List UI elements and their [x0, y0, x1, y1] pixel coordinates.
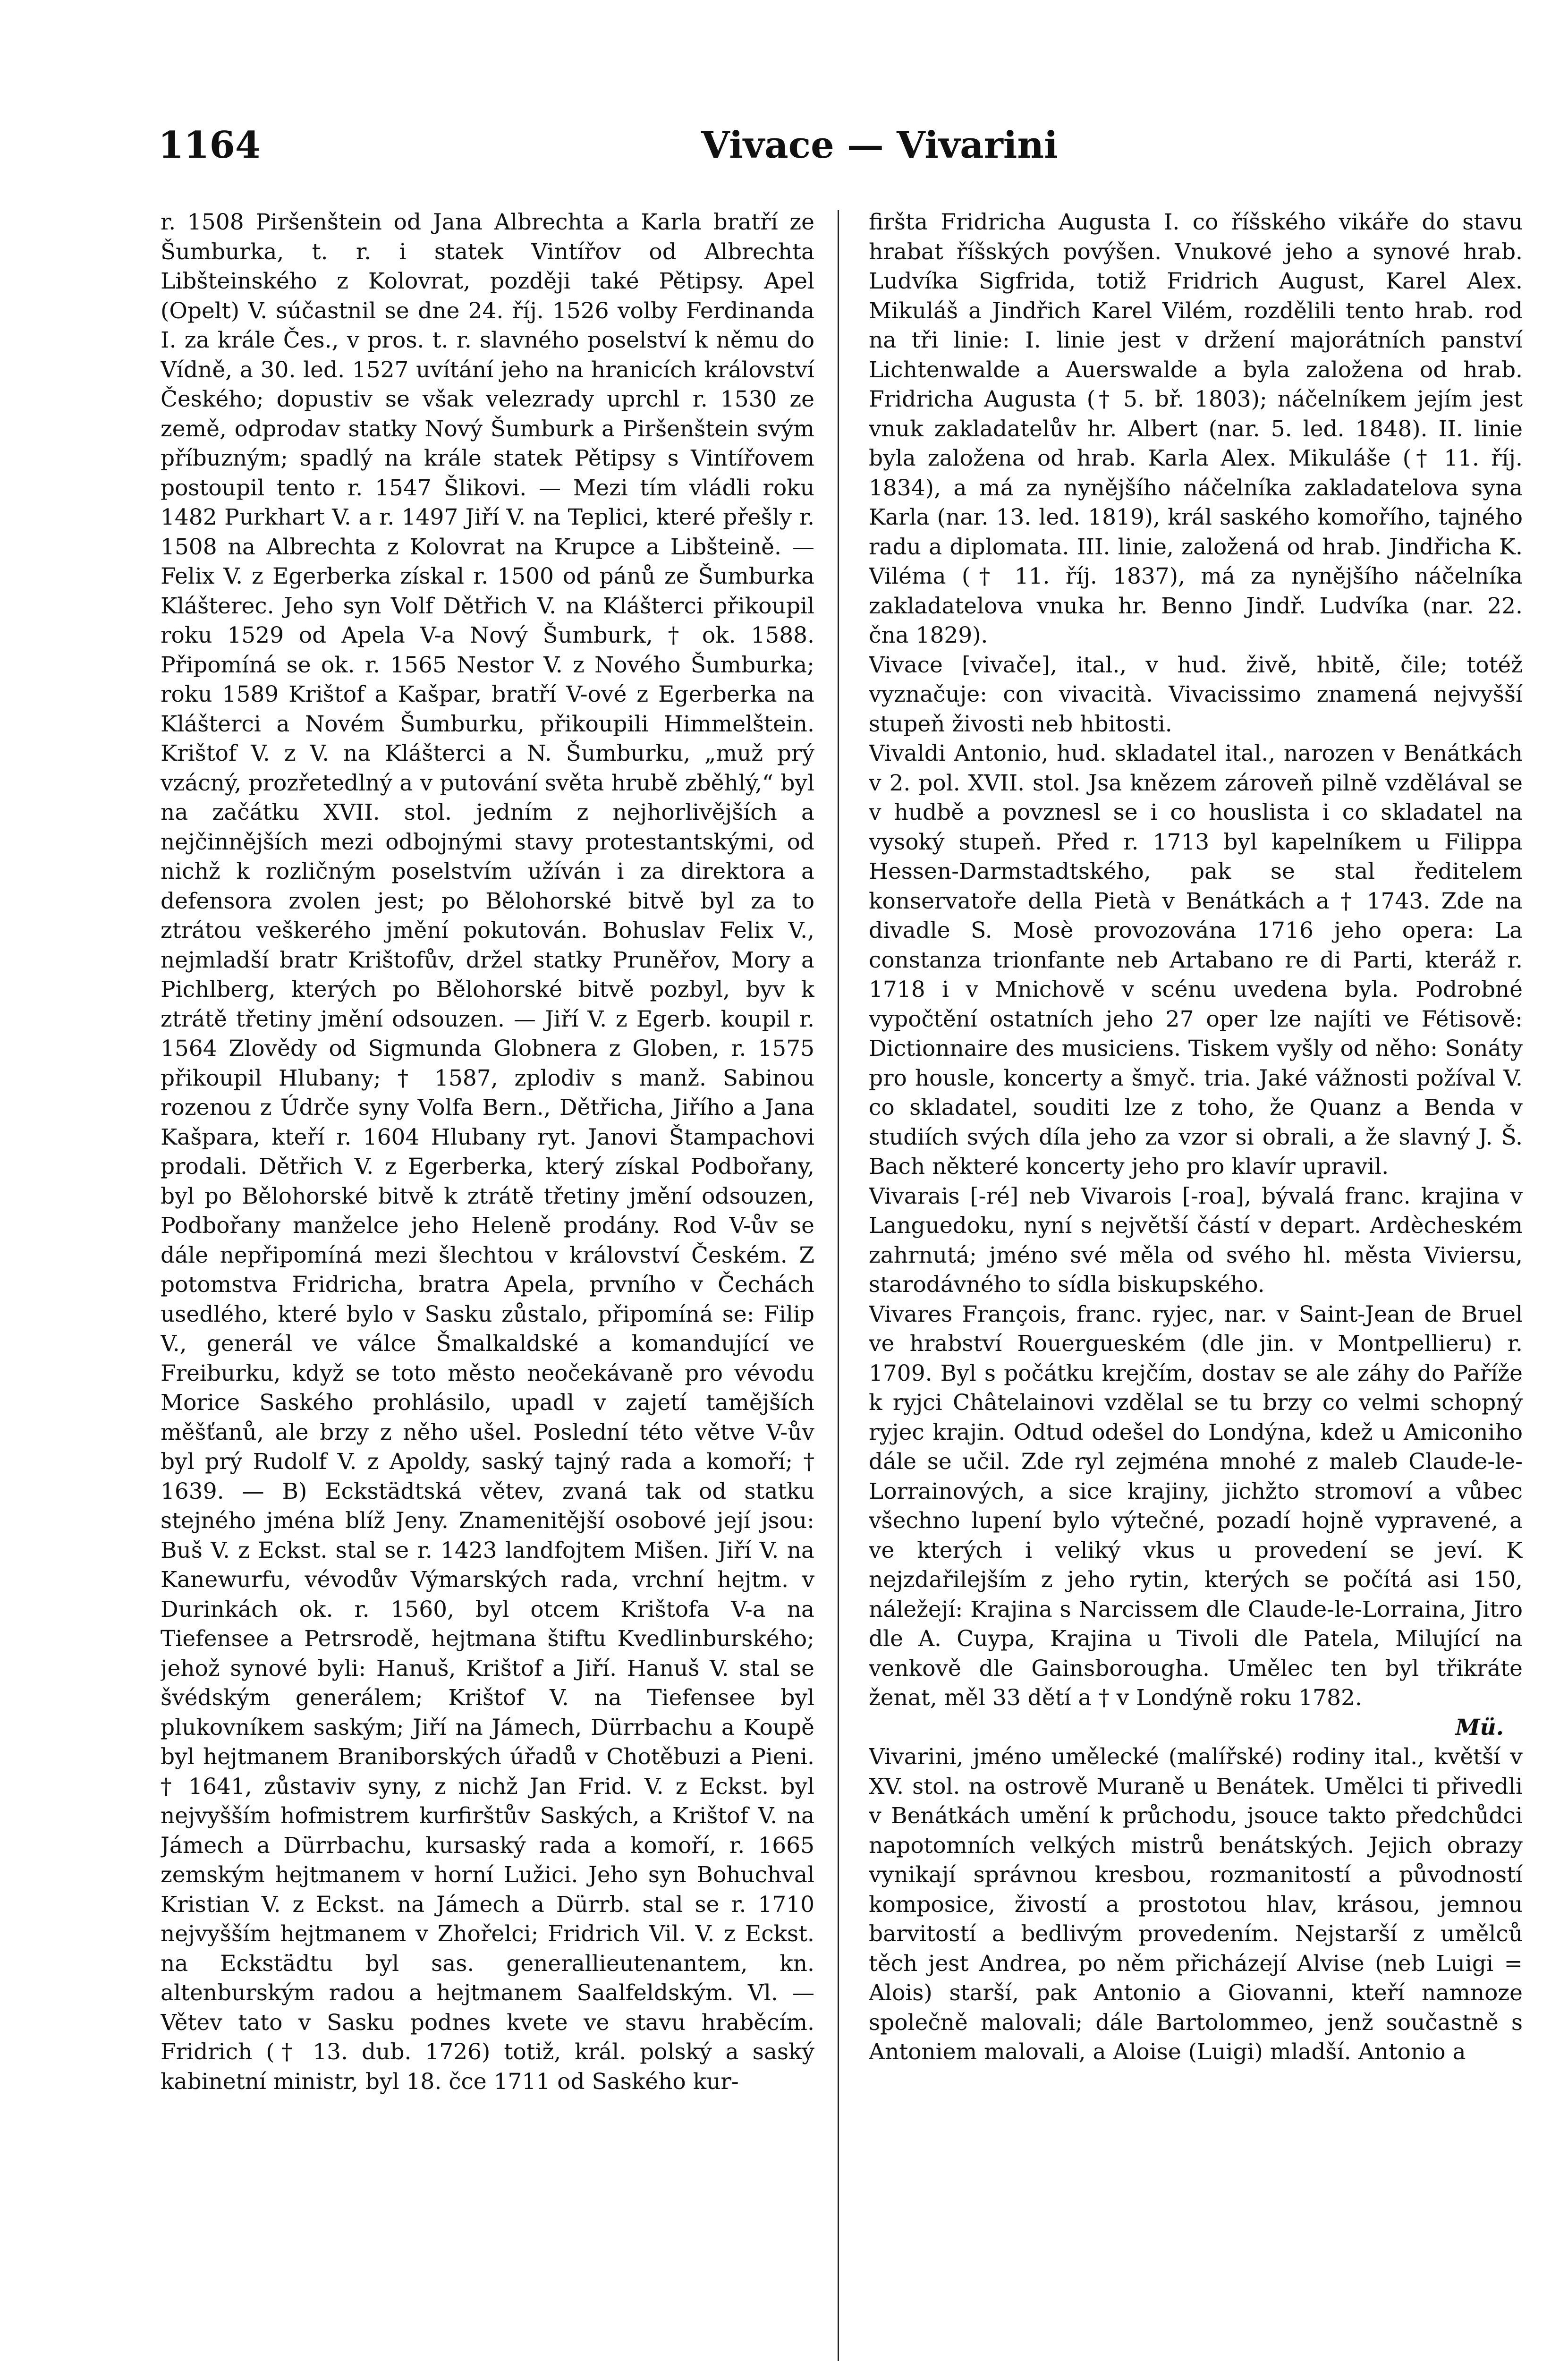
entry-vivace: Vivace [vivače], ital., v hud. živě, hbitě, čile; totéž vyznačuje: con vivacità. Vivacissimo znamená nejvyšší stupeň živosti neb hbitosti.	[869, 652, 1523, 737]
page-header	[158, 124, 1497, 171]
entry-vivarais: Vivarais [-ré] neb Vivarois [-roa], bývalá franc. krajina v Languedoku, nyní s největší částí v depart. Ardècheském zahrnutá; jméno své měla od svého hl. města Viviersu, starodávného to sídla biskupského.	[869, 1183, 1523, 1298]
right-column	[869, 208, 1523, 2361]
entry-continuation: r. 1508 Piršenštein od Jana Albrechta a Karla bratří ze Šumburka, t. r. i statek Vintířov od Albrechta Libšteinského z Kolovrat, později také Pětipsy. Apel (Opelt) V. súčastnil se dne 24. říj. 1526 volby Ferdinanda I. za krále Čes., v pros. t. r. slavného poselství k němu do Vídně, a 30. led. 1527 uvítání jeho na hranicích království Českého; dopustiv se však velezrady uprchl r. 1530 ze země, odprodav statky Nový Šumburk a Piršenštein svým příbuzným; spadlý na krále statek Pětipsy s Vintířovem postoupil tento r. 1547 Šlikovi. — Mezi tím vládli roku 1482 Purkhart V. a r. 1497 Jiří V. na Teplici, které přešly r. 1508 na Albrechta z Kolovrat na Krupce a Libšteině. — Felix V. z Egerberka získal r. 1500 od pánů ze Šumburka Klášterec. Jeho syn Volf Dětřich V. na Klášterci přikoupil roku 1529 od Apela V-a Nový Šumburk, † ok. 1588. Připomíná se ok. r. 1565 Nestor V. z Nového Šumburka; roku 1589 Krištof a Kašpar, bratří V-ové z Egerberka na Klášterci a Novém Šumburku, přikoupili Himmelštein. Krištof V. z V. na Klášterci a N. Šumburku, „muž prý vzácný, prozřetedlný a v putování světa hrubě zběhlý,“ byl na začátku XVII. stol. jedním z nejhorlivějších a nejčinnějších mezi odbojnými stavy protestantskými, od nichž k rozličným poselstvím užíván i za direktora a defensora zvolen jest; po Bělohorské bitvě byl za to ztrátou veškerého jmění pokutován. Bohuslav Felix V., nejmladší bratr Krištofův, držel statky Pruněřov, Mory a Pichlberg, kterých po Bělohorské bitvě pozbyl, byv k ztrátě třetiny jmění odsouzen. — Jiří V. z Egerb. koupil r. 1564 Zlovědy od Sigmunda Globnera z Globen, r. 1575 přikoupil Hlubany; † 1587, zplodiv s manž. Sabinou rozenou z Údrče syny Volfa Bern., Dětřicha, Jiřího a Jana Kašpara, kteří r. 1604 Hlubany ryt. Janovi Štampachovi prodali. Dětřich V. z Egerberka, který získal Podbořany, byl po Bělohorské bitvě k ztrátě třetiny jmění odsouzen, Podbořany manželce jeho Heleně prodány. Rod V-ův se dále nepřipomíná mezi šlechtou v království Českém. Z potomstva Fridricha, bratra Apela, prvního v Čechách usedlého, které bylo v Sasku zůstalo, připomíná se: Filip V., generál ve válce Šmalkaldské a komandující ve Freiburku, když se toto město neočekávaně pro vévodu Morice Saského prohlásilo, upadl v zajetí tamějších měšťanů, ale brzy z něho ušel. Poslední této větve V-ův byl prý Rudolf V. z Apoldy, saský tajný rada a komoří; † 1639. — B) Eckstädtská větev, zvaná tak od statku stejného jména blíž Jeny. Znamenitější osobové její jsou: Buš V. z Eckst. stal se r. 1423 landfojtem Mišen. Jiří V. na Kanewurfu, vévodův Výmarských rada, vrchní hejtm. v Durinkách ok. r. 1560, byl otcem Krištofa V-a na Tiefensee a Petrsrodě, hejtmana štiftu Kvedlinburského; jehož synové byli: Hanuš, Krištof a Jiří. Hanuš V. stal se švédským generálem; Krištof V. na Tiefensee byl plukovníkem saským; Jiří na Jámech, Dürrbachu a Koupě byl hejtmanem Braniborských úřadů v Chotěbuzi a Pieni. † 1641, zůstaviv syny, z nichž Jan Frid. V. z Eckst. byl nejvyšším hofmistrem kurfirštův Saských, a Krištof V. na Jámech a Dürrbachu, kursaský rada a komoří, r. 1665 zemským hejtmanem v horní Lužici. Jeho syn Bohuchval Kristian V. z Eckst. na Jámech a Dürrb. stal se r. 1710 nejvyšším hejtmanem v Zhořelci; Fridrich Vil. V. z Eckst. na Eckstädtu byl sas. generallieutenantem, kn. altenburským radou a hejtmanem Saalfeldským. Vl. — Větev tato v Sasku podnes kvete ve stavu hraběcím. Fridrich († 13. dub. 1726) totiž, král. polský a saský kabinetní ministr, byl 18. čce 1711 od Saského kur-	[161, 209, 814, 2095]
entry-vivarini: Vivarini, jméno umělecké (malířské) rodiny ital., květší v XV. stol. na ostrově Muraně u Benátek. Umělci ti přivedli v Benátkách umění k průchodu, jsouce takto předchůdci napotomních velkých mistrů benátských. Jejich obrazy vynikají správnou kresbou, rozmanitostí a původností komposice, živostí a prostotou hlav, krásou, jemnou barvitostí a bedlivým provedením. Nejstarší z umělců těch jest Andrea, po něm přicházejí Alvise (neb Luigi = Alois) starší, pak Antonio a Giovanni, kteří namnoze společně malovali; dále Bartolommeo, jenž součastně s Antoniem malovali, a Aloise (Luigi) mladší. Antonio a	[869, 1744, 1523, 2065]
page-number: 1164	[158, 124, 261, 167]
column-divider	[838, 210, 839, 2361]
entry-vivares: Vivares François, franc. ryjec, nar. v Saint-Jean de Bruel ve hrabství Rouerguеském (dle jin. v Montpellieru) r. 1709. Byl s počátku krejčím, dostav se ale záhy do Paříže k ryjci Châtelainovi vzdělal se tu brzy co velmi schopný ryjec krajin. Odtud odešel do Londýna, kdež u Amiconiho dále se učil. Zde ryl zejména mnohé z maleb Claude-le-Lorrainových, a sice krajiny, jichžto stromoví a vůbec všechno lupení bylo výtečné, pozadí hojně vypravené, a ve kterých i veliký vkus u provedení se jeví. K nejzdařilejším z jeho rytin, kterých se počítá asi 150, náležejí: Krajina s Narcissem dle Claude-le-Lorraina, Jitro dle A. Cuypa, Krajina u Tivoli dle Patela, Milující na venkově dle Gainsborougha. Umělec ten byl třikráte ženat, měl 33 dětí a † v Londýně roku 1782.	[869, 1301, 1523, 1711]
running-title: Vivace — Vivarini	[701, 124, 1058, 167]
author-signature: Mü.	[1455, 1714, 1504, 1741]
left-column	[161, 208, 814, 2361]
entry-vivaldi: Vivaldi Antonio, hud. skladatel ital., narozen v Benátkách v 2. pol. XVII. stol. Jsa knězem zároveň pilně vzdělával se v hudbě a povznesl se i co houslista i co skladatel na vysoký stupeň. Před r. 1713 byl kapelníkem u Filippa Hessen-Darmstadtského, pak se stal ředitelem konservatoře della Pietà v Benátkách a † 1743. Zde na divadle S. Mosè provozována 1716 jeho opera: La constanza trionfante neb Artabano re di Parti, kteráž r. 1718 i v Mnichově v scénu uvedena byla. Podrobné vypočtění ostatních jeho 27 oper lze najíti ve Fétisově: Dictionnaire des musiciens. Tiskem vyšly od něho: Sonáty pro housle, koncerty a šmyč. tria. Jaké vážnosti požíval V. co skladatel, souditi lze z toho, že Quanz a Benda v studiích svých díla jeho za vzor si obrali, a že slavný J. Š. Bach některé koncerty jeho pro klavír upravil.	[869, 740, 1523, 1180]
entry-vitzthum-continuation: firšta Fridricha Augusta I. co říšského vikáře do stavu hrabat říšských povýšen. Vnukové jeho a synové hrab. Ludvíka Sigfrida, totiž Fridrich August, Karel Alex. Mikuláš a Jindřich Karel Vilém, rozdělili tento hrab. rod na tři linie: I. linie jest v držení majorátních panství Lichtenwalde a Auerswalde a byla založena od hrab. Fridricha Augusta († 5. bř. 1803); náčelníkem jejím jest vnuk zakladatelův hr. Albert (nar. 5. led. 1848). II. linie byla založena od hrab. Karla Alex. Mikuláše († 11. říj. 1834), a má za nynějšího náčelníka zakladatelova syna Karla (nar. 13. led. 1819), král saského komořího, tajného radu a diplomata. III. linie, založená od hrab. Jindřicha K. Viléma († 11. říj. 1837), má za nynějšího náčelníka zakladatelova vnuka hr. Benno Jindř. Ludvíka (nar. 22. čna 1829).	[869, 209, 1523, 648]
